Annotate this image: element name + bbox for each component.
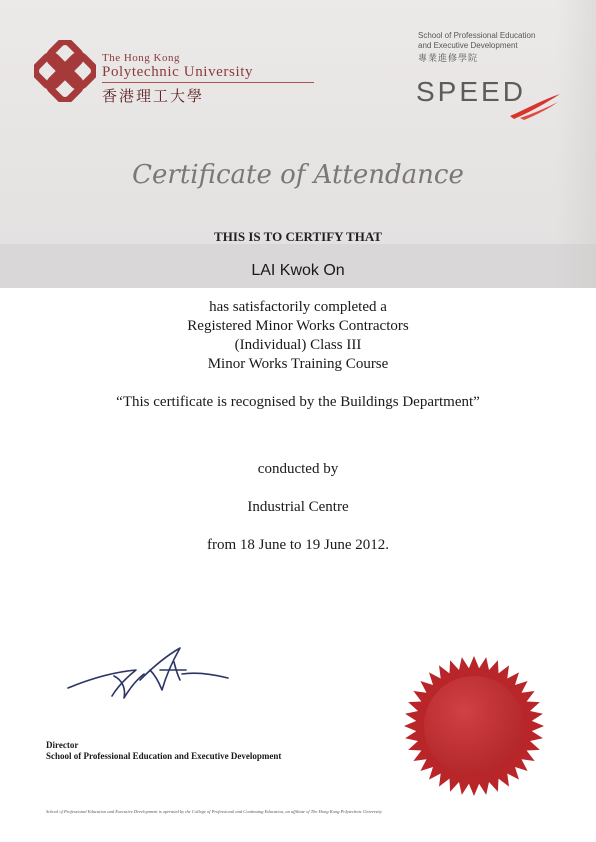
speed-swoosh-icon: [508, 92, 562, 120]
speed-wordmark: SPEED: [416, 76, 526, 107]
certify-heading: THIS IS TO CERTIFY THAT: [214, 229, 382, 244]
red-seal-icon: [402, 654, 546, 798]
speed-subtitle-line2: and Executive Development: [418, 41, 518, 50]
signatory-title: Director: [46, 740, 79, 750]
speed-subtitle-line1: School of Professional Education: [418, 31, 536, 40]
course-dates: from 18 June to 19 June 2012.: [206, 537, 390, 553]
course-name-line-3: Minor Works Training Course: [207, 356, 389, 372]
signatory-organization: School of Professional Education and Executive Development: [46, 751, 282, 761]
university-name-chinese: 香港理工大學: [102, 89, 205, 105]
conducting-organization: Industrial Centre: [247, 499, 349, 515]
university-rule: [102, 82, 314, 83]
polyu-logo-icon: [34, 40, 96, 102]
footer-note: School of Professional Education and Executive Development is operated by the College of Professional and Continuing Education, an affiliate of The Hong Kong Polytechnic University: [46, 809, 382, 814]
director-signature: [62, 640, 234, 710]
course-name-line-1: Registered Minor Works Contractors: [187, 318, 409, 334]
conducted-by-label: conducted by: [257, 461, 339, 477]
speed-subtitle-chinese: 專業進修學院: [418, 53, 479, 63]
university-name-line1: The Hong Kong: [102, 52, 180, 64]
university-name-line2: Polytechnic University: [102, 64, 254, 80]
recognition-statement: “This certificate is recognised by the Buildings Department”: [116, 394, 480, 410]
course-name-line-2: (Individual) Class III: [234, 337, 362, 353]
completion-line-1: has satisfactorily completed a: [209, 299, 387, 315]
recipient-name: LAI Kwok On: [251, 262, 345, 279]
certificate-title: Certificate of Attendance: [132, 160, 464, 190]
